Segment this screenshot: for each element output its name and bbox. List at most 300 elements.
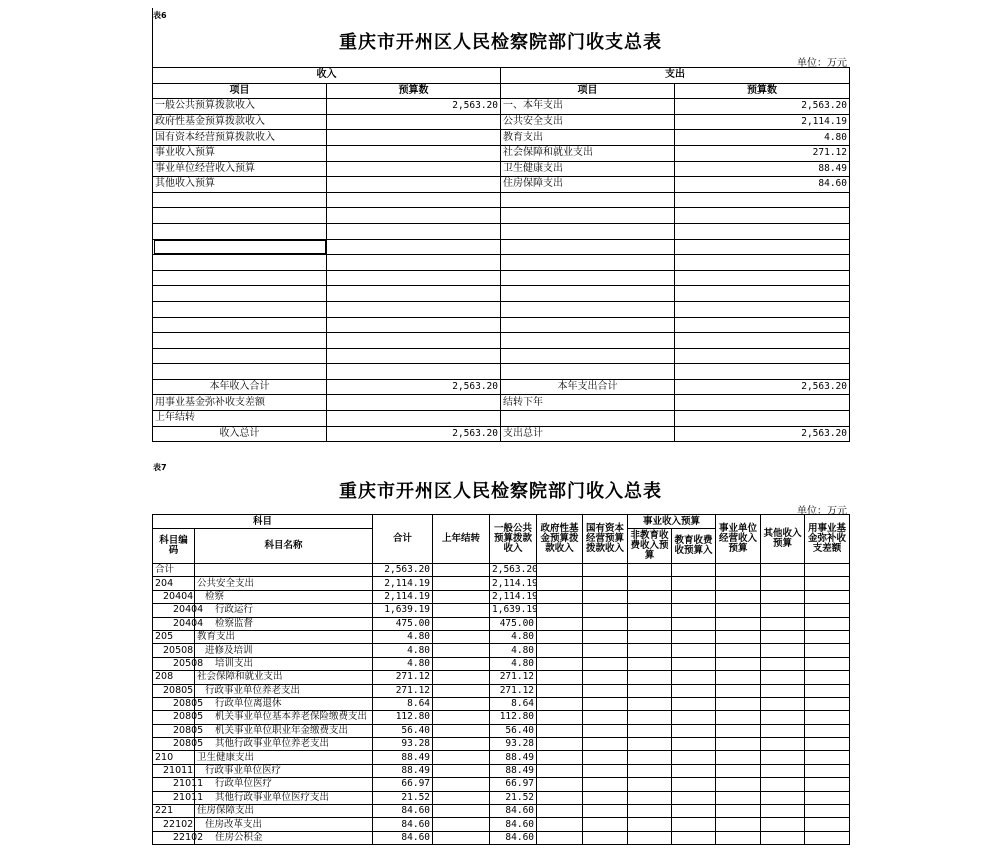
general-budget-value: 2,114.19	[490, 577, 537, 590]
expense-item: 住房保障支出	[501, 177, 675, 193]
empty-cell	[628, 805, 672, 818]
empty-cell	[675, 348, 850, 364]
general-budget-value: 271.12	[490, 684, 537, 697]
empty-cell	[583, 657, 628, 670]
carry-row	[153, 411, 850, 427]
total-value: 271.12	[373, 684, 433, 697]
empty-cell	[153, 192, 327, 208]
subject-name: 行政单位离退休	[195, 697, 373, 710]
total-value: 66.97	[373, 778, 433, 791]
empty-cell	[583, 590, 628, 603]
table-row	[153, 617, 850, 630]
empty-cell	[327, 348, 501, 364]
income-item: 其他收入预算	[153, 177, 327, 193]
empty-cell	[761, 644, 805, 657]
empty-cell	[583, 818, 628, 831]
empty-cell	[583, 630, 628, 643]
table-row	[153, 791, 850, 804]
empty-cell	[805, 764, 850, 777]
carry-next-label: 结转下年	[501, 395, 675, 411]
subject-code: 合计	[153, 564, 195, 577]
empty-cell	[716, 778, 761, 791]
empty-cell	[153, 301, 327, 317]
empty-cell	[537, 577, 583, 590]
fund-gap-header: 用事业基金弥补收支差额	[805, 515, 850, 564]
subject-code: 210	[153, 751, 195, 764]
table6-title: 重庆市开州区人民检察院部门收支总表	[339, 32, 662, 53]
empty-cell	[805, 644, 850, 657]
expense-header: 支出	[501, 68, 850, 84]
general-budget-value: 88.49	[490, 751, 537, 764]
empty-cell	[583, 617, 628, 630]
carryover-value	[433, 590, 490, 603]
empty-cell	[716, 697, 761, 710]
total-value: 4.80	[373, 644, 433, 657]
empty-cell	[327, 239, 501, 255]
empty-cell	[805, 724, 850, 737]
empty-cell	[537, 738, 583, 751]
empty-cell	[537, 657, 583, 670]
fund-row	[153, 395, 850, 411]
carryover-value	[433, 564, 490, 577]
expense-value: 88.49	[675, 161, 850, 177]
subject-code: 205	[153, 630, 195, 643]
subject-name: 行政事业单位医疗	[195, 764, 373, 777]
expense-budget-header: 预算数	[675, 83, 850, 99]
empty-cell	[672, 577, 716, 590]
general-budget-value: 84.60	[490, 805, 537, 818]
empty-cell	[805, 818, 850, 831]
empty-cell	[761, 657, 805, 670]
empty-cell	[537, 590, 583, 603]
empty-cell	[675, 286, 850, 302]
table-row	[153, 831, 850, 844]
carryover-value	[433, 657, 490, 670]
empty-cell	[672, 751, 716, 764]
empty-cell	[672, 738, 716, 751]
empty-cell	[805, 711, 850, 724]
subject-name: 其他行政事业单位医疗支出	[195, 791, 373, 804]
empty-cell	[537, 805, 583, 818]
empty-cell	[675, 301, 850, 317]
table7-unit: 单位：万元	[797, 506, 847, 517]
subject-name: 住房保障支出	[195, 805, 373, 818]
total-value: 4.80	[373, 630, 433, 643]
empty-cell	[153, 255, 327, 271]
empty-cell	[716, 724, 761, 737]
subject-name: 检察	[195, 590, 373, 603]
empty-cell	[672, 644, 716, 657]
total-value: 21.52	[373, 791, 433, 804]
empty-cell	[628, 671, 672, 684]
empty-cell	[628, 657, 672, 670]
empty-cell	[805, 778, 850, 791]
subject-name: 教育支出	[195, 630, 373, 643]
empty-cell	[716, 805, 761, 818]
subject-code: 20404	[153, 604, 195, 617]
general-budget-value: 2,114.19	[490, 590, 537, 603]
empty-cell	[672, 764, 716, 777]
table-row	[153, 577, 850, 590]
empty-cell	[583, 711, 628, 724]
expense-value: 4.80	[675, 130, 850, 146]
empty-cell	[501, 239, 675, 255]
state-capital-header: 国有资本经营预算拨款收入	[583, 515, 628, 564]
empty-cell	[675, 239, 850, 255]
gov-fund-header: 政府性基金预算拨款收入	[537, 515, 583, 564]
empty-cell	[327, 192, 501, 208]
empty-cell	[628, 751, 672, 764]
empty-cell	[675, 364, 850, 380]
name-header: 科目名称	[195, 529, 373, 564]
subject-name: 检察监督	[195, 617, 373, 630]
empty-cell	[628, 764, 672, 777]
table-row	[153, 145, 850, 161]
career-income-header: 事业收入预算	[628, 515, 716, 529]
subject-code: 21011	[153, 764, 195, 777]
empty-cell	[583, 831, 628, 844]
subject-code: 22102	[153, 818, 195, 831]
subject-code: 204	[153, 577, 195, 590]
table-row	[153, 590, 850, 603]
carryover-value	[433, 791, 490, 804]
empty-cell	[628, 791, 672, 804]
empty-cell	[628, 590, 672, 603]
subject-name: 行政事业单位养老支出	[195, 684, 373, 697]
total-value: 84.60	[373, 831, 433, 844]
empty-cell	[501, 286, 675, 302]
empty-row	[153, 317, 850, 333]
total-value: 271.12	[373, 671, 433, 684]
table-row	[153, 99, 850, 115]
operating-income-header: 事业单位经营收入预算	[716, 515, 761, 564]
empty-cell	[716, 577, 761, 590]
grand-total-row	[153, 426, 850, 442]
empty-cell	[716, 831, 761, 844]
empty-row	[153, 270, 850, 286]
income-total-value: 2,563.20	[327, 379, 501, 395]
carryover-value	[433, 751, 490, 764]
empty-cell	[716, 617, 761, 630]
table-row	[153, 564, 850, 577]
empty-cell	[327, 317, 501, 333]
carryover-value	[433, 738, 490, 751]
empty-cell	[761, 831, 805, 844]
table-row	[153, 818, 850, 831]
total-value: 88.49	[373, 751, 433, 764]
empty-cell	[672, 590, 716, 603]
general-budget-header: 一般公共预算拨款收入	[490, 515, 537, 564]
empty-cell	[761, 711, 805, 724]
expense-item: 社会保障和就业支出	[501, 145, 675, 161]
table-row	[153, 778, 850, 791]
empty-cell	[675, 255, 850, 271]
general-budget-value: 4.80	[490, 644, 537, 657]
selected-cell[interactable]	[153, 239, 327, 255]
table-row	[153, 177, 850, 193]
total-value: 4.80	[373, 657, 433, 670]
total-value: 112.80	[373, 711, 433, 724]
income-budget-header: 预算数	[327, 83, 501, 99]
carry-prev-label: 上年结转	[153, 411, 327, 427]
total-value: 88.49	[373, 764, 433, 777]
carryover-value	[433, 818, 490, 831]
empty-cell	[501, 208, 675, 224]
table7-grid	[152, 514, 850, 845]
empty-cell	[761, 684, 805, 697]
expense-item-header: 项目	[501, 83, 675, 99]
table7-title: 重庆市开州区人民检察院部门收入总表	[339, 481, 662, 502]
subject-name: 社会保障和就业支出	[195, 671, 373, 684]
empty-cell	[628, 818, 672, 831]
empty-cell	[716, 818, 761, 831]
fund-gap-label: 用事业基金弥补收支差额	[153, 395, 327, 411]
expense-item: 教育支出	[501, 130, 675, 146]
empty-cell	[716, 630, 761, 643]
empty-cell	[761, 590, 805, 603]
empty-row	[153, 192, 850, 208]
expense-item: 公共安全支出	[501, 114, 675, 130]
empty-cell	[537, 604, 583, 617]
table-row	[153, 764, 850, 777]
empty-row	[153, 348, 850, 364]
carryover-value	[433, 805, 490, 818]
total-value: 84.60	[373, 805, 433, 818]
income-value	[327, 114, 501, 130]
subject-code: 20404	[153, 590, 195, 603]
general-budget-value: 8.64	[490, 697, 537, 710]
carryover-value	[433, 617, 490, 630]
total-value: 93.28	[373, 738, 433, 751]
expense-value: 84.60	[675, 177, 850, 193]
table-row	[153, 751, 850, 764]
empty-row	[153, 208, 850, 224]
empty-cell	[583, 738, 628, 751]
empty-cell	[805, 590, 850, 603]
empty-cell	[628, 577, 672, 590]
subject-code: 20805	[153, 697, 195, 710]
income-value: 2,563.20	[327, 99, 501, 115]
general-budget-value: 271.12	[490, 671, 537, 684]
empty-cell	[501, 192, 675, 208]
empty-cell	[501, 270, 675, 286]
empty-cell	[153, 286, 327, 302]
empty-row	[153, 286, 850, 302]
grand-expense-value: 2,563.20	[675, 426, 850, 442]
total-value: 2,563.20	[373, 564, 433, 577]
income-value	[327, 130, 501, 146]
empty-cell	[583, 684, 628, 697]
empty-cell	[805, 791, 850, 804]
empty-cell	[716, 644, 761, 657]
empty-cell	[583, 671, 628, 684]
empty-cell	[537, 818, 583, 831]
empty-cell	[805, 684, 850, 697]
subject-code: 20805	[153, 724, 195, 737]
empty-row	[153, 223, 850, 239]
carryover-value	[433, 684, 490, 697]
subject-name: 进修及培训	[195, 644, 373, 657]
empty-cell	[761, 724, 805, 737]
code-header: 科目编码	[153, 529, 195, 564]
empty-cell	[805, 738, 850, 751]
total-value: 2,114.19	[373, 577, 433, 590]
empty-cell	[537, 697, 583, 710]
empty-cell	[583, 791, 628, 804]
subject-name: 行政运行	[195, 604, 373, 617]
empty-cell	[501, 301, 675, 317]
table7-tag: 表7	[153, 463, 167, 472]
income-value	[327, 177, 501, 193]
general-budget-value: 4.80	[490, 657, 537, 670]
total-value: 8.64	[373, 697, 433, 710]
empty-cell	[583, 644, 628, 657]
empty-cell	[761, 697, 805, 710]
empty-cell	[716, 564, 761, 577]
subject-name: 培训支出	[195, 657, 373, 670]
empty-row	[153, 301, 850, 317]
general-budget-value: 56.40	[490, 724, 537, 737]
empty-cell	[327, 364, 501, 380]
empty-cell	[501, 333, 675, 349]
carryover-value	[433, 764, 490, 777]
empty-cell	[153, 270, 327, 286]
empty-cell	[537, 791, 583, 804]
general-budget-value: 93.28	[490, 738, 537, 751]
empty-cell	[716, 590, 761, 603]
general-budget-value: 84.60	[490, 831, 537, 844]
carryover-value	[433, 831, 490, 844]
empty-cell	[327, 411, 501, 427]
grand-expense-label: 支出总计	[501, 426, 675, 442]
empty-cell	[327, 255, 501, 271]
empty-cell	[153, 223, 327, 239]
general-budget-value: 1,639.19	[490, 604, 537, 617]
empty-cell	[501, 364, 675, 380]
table-row	[153, 738, 850, 751]
carryover-value	[433, 604, 490, 617]
empty-cell	[583, 604, 628, 617]
empty-cell	[537, 778, 583, 791]
carryover-value	[433, 778, 490, 791]
empty-cell	[327, 208, 501, 224]
empty-cell	[628, 564, 672, 577]
empty-cell	[761, 805, 805, 818]
empty-cell	[716, 604, 761, 617]
empty-cell	[761, 764, 805, 777]
empty-cell	[672, 805, 716, 818]
empty-cell	[327, 223, 501, 239]
carryover-value	[433, 644, 490, 657]
empty-cell	[805, 604, 850, 617]
empty-cell	[805, 805, 850, 818]
empty-cell	[628, 711, 672, 724]
empty-cell	[327, 286, 501, 302]
empty-cell	[537, 671, 583, 684]
empty-row	[153, 364, 850, 380]
expense-total-label: 本年支出合计	[501, 379, 675, 395]
empty-cell	[675, 333, 850, 349]
empty-cell	[628, 724, 672, 737]
empty-cell	[501, 317, 675, 333]
table-row	[153, 604, 850, 617]
sheet-table6	[152, 8, 849, 448]
table-row	[153, 644, 850, 657]
empty-cell	[716, 711, 761, 724]
general-budget-value: 112.80	[490, 711, 537, 724]
total-value: 56.40	[373, 724, 433, 737]
table6-grid	[152, 67, 850, 442]
carryover-value	[433, 724, 490, 737]
empty-cell	[761, 778, 805, 791]
total-header: 合计	[373, 515, 433, 564]
expense-item: 卫生健康支出	[501, 161, 675, 177]
empty-cell	[153, 317, 327, 333]
income-item: 事业单位经营收入预算	[153, 161, 327, 177]
empty-cell	[501, 255, 675, 271]
empty-cell	[672, 724, 716, 737]
empty-cell	[761, 617, 805, 630]
empty-cell	[501, 348, 675, 364]
subject-code: 21011	[153, 778, 195, 791]
empty-cell	[672, 818, 716, 831]
table-row	[153, 711, 850, 724]
empty-cell	[628, 831, 672, 844]
empty-cell	[672, 630, 716, 643]
table-row	[153, 657, 850, 670]
carryover-value	[433, 630, 490, 643]
empty-cell	[153, 348, 327, 364]
non-edu-fee-header: 非教育收费收入预算	[628, 529, 672, 564]
empty-cell	[537, 751, 583, 764]
empty-cell	[675, 395, 850, 411]
empty-cell	[805, 697, 850, 710]
expense-total-value: 2,563.20	[675, 379, 850, 395]
empty-cell	[761, 564, 805, 577]
empty-cell	[672, 671, 716, 684]
empty-cell	[761, 671, 805, 684]
empty-cell	[583, 764, 628, 777]
empty-cell	[537, 617, 583, 630]
empty-cell	[583, 724, 628, 737]
empty-cell	[583, 697, 628, 710]
income-item: 一般公共预算拨款收入	[153, 99, 327, 115]
empty-cell	[537, 711, 583, 724]
empty-cell	[716, 764, 761, 777]
empty-cell	[583, 577, 628, 590]
empty-cell	[628, 617, 672, 630]
empty-cell	[675, 192, 850, 208]
empty-cell	[805, 657, 850, 670]
total-value: 84.60	[373, 818, 433, 831]
carryover-value	[433, 711, 490, 724]
subject-code: 21011	[153, 791, 195, 804]
general-budget-value: 21.52	[490, 791, 537, 804]
carryover-header: 上年结转	[433, 515, 490, 564]
table-row	[153, 114, 850, 130]
subject-code: 20508	[153, 644, 195, 657]
empty-cell	[805, 577, 850, 590]
empty-cell	[672, 778, 716, 791]
empty-cell	[675, 411, 850, 427]
empty-cell	[628, 644, 672, 657]
empty-cell	[761, 738, 805, 751]
empty-cell	[537, 831, 583, 844]
empty-cell	[761, 751, 805, 764]
empty-cell	[761, 818, 805, 831]
subject-code: 22102	[153, 831, 195, 844]
empty-cell	[153, 333, 327, 349]
